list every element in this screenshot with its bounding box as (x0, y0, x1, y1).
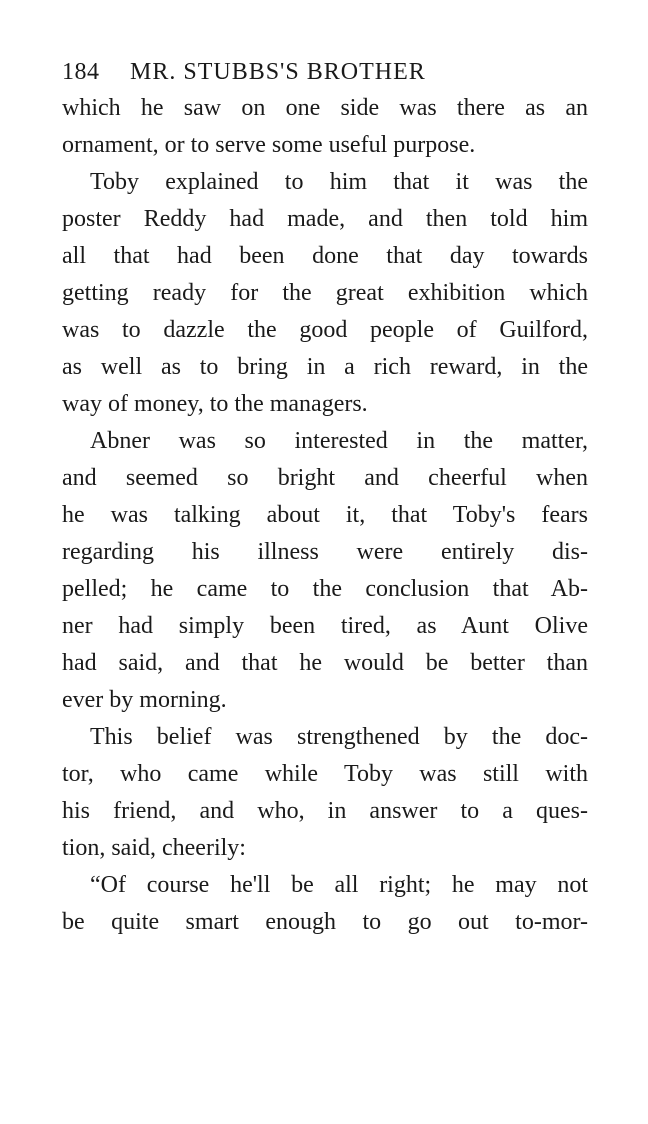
text-line: regarding his illness were entirely dis- (62, 539, 588, 565)
text-line: tor, who came while Toby was still with (62, 761, 588, 787)
text-line: as well as to bring in a rich reward, in the (62, 354, 588, 380)
running-title: MR. STUBBS'S BROTHER (130, 59, 426, 85)
text-line: he was talking about it, that Toby's fears (62, 502, 588, 528)
text-line: poster Reddy had made, and then told him (62, 206, 588, 232)
text-line: all that had been done that day towards (62, 243, 588, 269)
text-line: “Of course he'll be all right; he may not (90, 872, 588, 898)
text-line: had said, and that he would be better than (62, 650, 588, 676)
page-number: 184 (62, 59, 100, 85)
text-line: ner had simply been tired, as Aunt Olive (62, 613, 588, 639)
text-line: getting ready for the great exhibition which (62, 280, 588, 306)
text-line: Toby explained to him that it was the (90, 169, 588, 195)
running-head (62, 54, 588, 90)
text-line: pelled; he came to the conclusion that Ab- (62, 576, 588, 602)
text-line: was to dazzle the good people of Guilford, (62, 317, 588, 343)
text-line: which he saw on one side was there as an (62, 95, 588, 121)
text-line: and seemed so bright and cheerful when (62, 465, 588, 491)
text-line: his friend, and who, in answer to a ques- (62, 798, 588, 824)
text-line: be quite smart enough to go out to-mor- (62, 909, 588, 935)
text-line: way of money, to the managers. (62, 391, 368, 417)
text-line: tion, said, cheerily: (62, 835, 246, 861)
body-text (62, 90, 588, 941)
text-line: ornament, or to serve some useful purpose. (62, 132, 476, 158)
book-page (62, 54, 588, 941)
text-line: ever by morning. (62, 687, 227, 713)
text-line: This belief was strengthened by the doc- (90, 724, 588, 750)
text-line: Abner was so interested in the matter, (90, 428, 588, 454)
